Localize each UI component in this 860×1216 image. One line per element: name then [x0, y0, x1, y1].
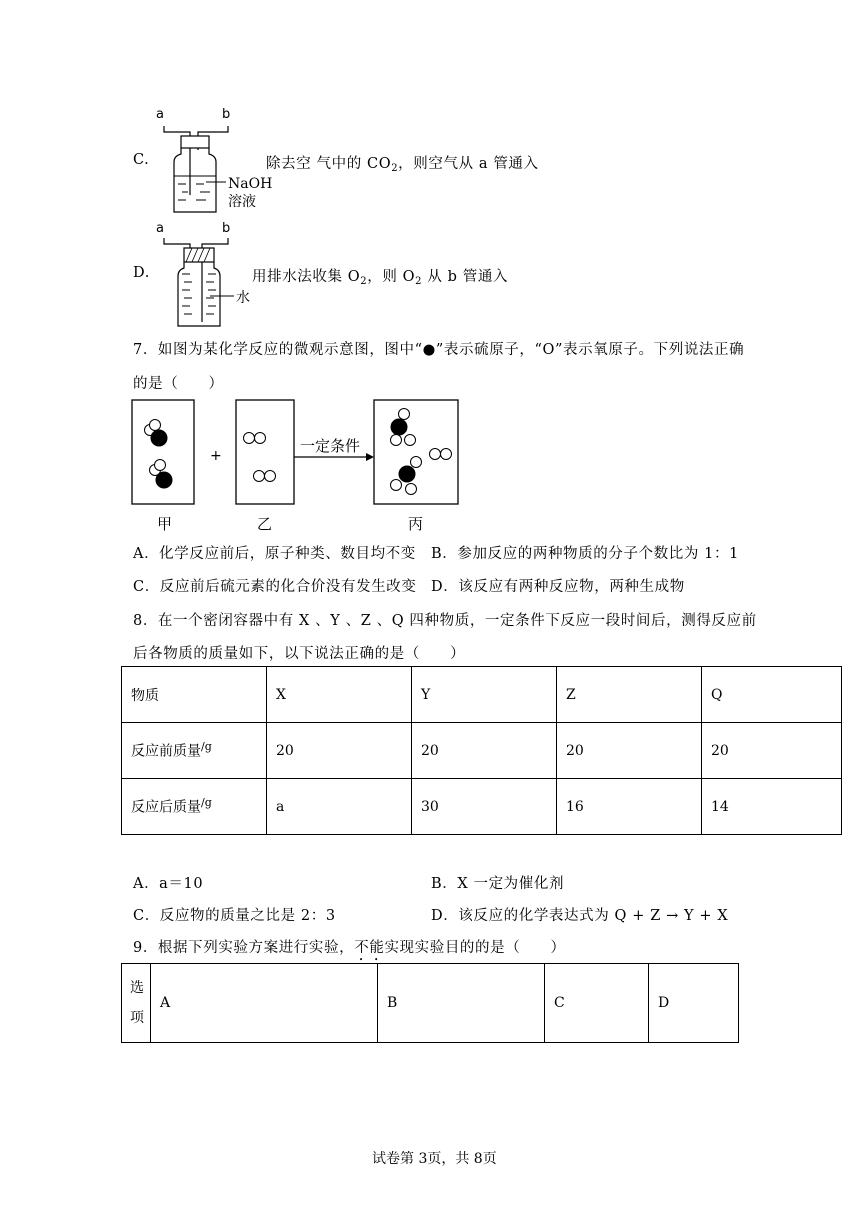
table-cell: 物质	[122, 667, 267, 723]
micro-reaction-diagram	[130, 398, 465, 536]
table-header-row	[122, 667, 842, 723]
plus-sign: +	[210, 448, 222, 464]
page-footer: 试卷第 3页，共 8页	[372, 1151, 497, 1167]
experiment-table	[121, 963, 739, 1043]
q7-option-a: A．化学反应前后，原子种类、数目均不变	[133, 546, 416, 562]
reactant-box-2	[236, 400, 294, 504]
q8-option-a: A．a＝10	[133, 876, 204, 892]
table-cell: C	[545, 964, 649, 1043]
q7-stem-line2: 的是（ ）	[133, 376, 224, 392]
table-cell: a	[267, 779, 412, 835]
table-cell: 20	[412, 723, 557, 779]
tube-b-label: b	[222, 221, 231, 236]
box-label-bing: 丙	[408, 515, 424, 533]
table-row	[122, 723, 842, 779]
q8-stem-line2: 后各物质的质量如下，以下说法正确的是（ ）	[133, 646, 466, 662]
table-cell: 20	[557, 723, 702, 779]
tube-b-label: b	[222, 107, 231, 122]
tube-a-label: a	[156, 221, 164, 236]
table-cell: 选 项	[122, 964, 151, 1043]
option-d-label: D.	[133, 265, 150, 281]
water-bottle-d-figure	[150, 214, 260, 332]
q8-option-b: B．X 一定为催化剂	[431, 876, 565, 892]
naoh-label: NaOH	[228, 176, 273, 192]
gas-washing-bottle-c-figure	[150, 100, 273, 218]
arrow-condition-label: 一定条件	[300, 437, 361, 455]
solution-label: 溶液	[228, 194, 256, 210]
table-cell: Q	[702, 667, 842, 723]
table-cell: Y	[412, 667, 557, 723]
table-cell: X	[267, 667, 412, 723]
option-c-label: C.	[133, 152, 150, 168]
q8-option-c: C．反应物的质量之比是 2：3	[133, 908, 336, 924]
table-header-row	[122, 964, 739, 1043]
table-cell: B	[378, 964, 545, 1043]
q7-option-c: C．反应前后硫元素的化合价没有发生改变	[133, 579, 417, 595]
box-label-yi: 乙	[257, 515, 273, 533]
option-d-text: 用排水法收集 $O_2$，则 $O_2$ 从 b 管通入	[252, 269, 509, 287]
q7-stem-line1: 7．如图为某化学反应的微观示意图，图中“●”表示硫原子，“O”表示氧原子。下列说法正确	[133, 342, 745, 358]
table-cell: 14	[702, 779, 842, 835]
q8-stem-line1: 8．在一个密闭容器中有 X 、Y 、Z 、Q 四种物质，一定条件下反应一段时间后，测得反应前	[133, 613, 757, 629]
table-cell: 20	[267, 723, 412, 779]
q8-option-d: D．该反应的化学表达式为 Q + Z → Y + X	[431, 908, 729, 924]
table-cell: 16	[557, 779, 702, 835]
table-cell: 反应前质量$^{/g}$	[122, 723, 267, 779]
table-cell: D	[649, 964, 739, 1043]
table-cell: 20	[702, 723, 842, 779]
table-cell: 30	[412, 779, 557, 835]
table-cell: Z	[557, 667, 702, 723]
option-c-text: 除去空 气中的 $CO_2$，则空气从 a 管通入	[266, 156, 539, 174]
q7-option-d: D．该反应有两种反应物，两种生成物	[431, 579, 685, 595]
q9-stem: 9．根据下列实验方案进行实验，不能实现实验目的的是（ ）	[133, 940, 566, 956]
water-label: 水	[236, 290, 250, 306]
table-cell: A	[151, 964, 378, 1043]
table-cell: 反应后质量$^{/g}$	[122, 779, 267, 835]
table-row	[122, 779, 842, 835]
tube-a-label: a	[156, 107, 164, 122]
q7-option-b: B．参加反应的两种物质的分子个数比为 1：1	[431, 546, 739, 562]
box-label-jia: 甲	[157, 515, 173, 533]
mass-table	[121, 666, 842, 835]
